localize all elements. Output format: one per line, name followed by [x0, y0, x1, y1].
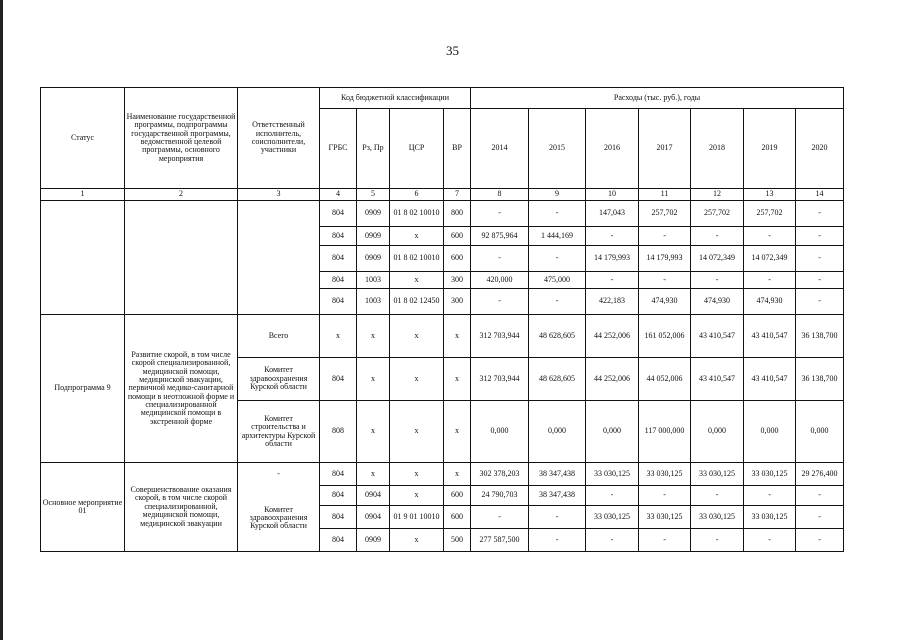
table-cell: -: [639, 486, 691, 506]
table-cell: 804: [320, 358, 357, 401]
table-cell: х: [390, 315, 444, 358]
table-cell: 14 072,349: [744, 246, 796, 272]
table-cell: 422,183: [586, 289, 639, 315]
year-header: 2015: [529, 109, 586, 189]
subprogram-name: Развитие скорой, в том числе скорой специализированной, медицинской помощи, медицинской эвакуации, первичной медико-санитарной помощи в неотложной форме и специализированной медицинской помощи в экстренной форме: [125, 315, 238, 463]
table-cell: 808: [320, 401, 357, 463]
table-cell: х: [444, 315, 471, 358]
table-cell: 257,702: [691, 201, 744, 227]
table-cell: 147,043: [586, 201, 639, 227]
code-header-csr: ЦСР: [390, 109, 444, 189]
column-index: 14: [796, 189, 844, 201]
page-left-edge: [0, 0, 3, 640]
table-cell: -: [639, 272, 691, 289]
table-cell: 804: [320, 272, 357, 289]
responsible-header: Ответственный исполнитель, соисполнители, участники: [238, 88, 320, 189]
year-header: 2014: [471, 109, 529, 189]
table-cell: 01 8 02 12450: [390, 289, 444, 315]
table-cell: 36 138,700: [796, 315, 844, 358]
code-header-grbs: ГРБС: [320, 109, 357, 189]
table-row: [41, 315, 844, 358]
table-cell: 600: [444, 246, 471, 272]
table-cell: 0,000: [796, 401, 844, 463]
responsible-dash: -: [238, 463, 320, 486]
table-cell: 420,000: [471, 272, 529, 289]
table-cell: 0909: [357, 201, 390, 227]
table-cell: 804: [320, 506, 357, 529]
table-cell: 33 030,125: [744, 463, 796, 486]
column-index: 13: [744, 189, 796, 201]
table-cell: х: [357, 358, 390, 401]
table-cell: 474,930: [691, 289, 744, 315]
table-cell: 804: [320, 463, 357, 486]
table-cell: х: [390, 529, 444, 552]
code-header-rz: Рз, Пр: [357, 109, 390, 189]
table-cell: -: [796, 506, 844, 529]
column-index: 4: [320, 189, 357, 201]
measure-status: Основное мероприятие 01: [41, 463, 125, 552]
column-index: 11: [639, 189, 691, 201]
table-row: [41, 201, 844, 227]
table-cell: -: [586, 272, 639, 289]
table-cell: х: [320, 315, 357, 358]
table-cell: 0,000: [529, 401, 586, 463]
table-cell: 48 628,605: [529, 315, 586, 358]
year-header: 2020: [796, 109, 844, 189]
table-cell: 300: [444, 289, 471, 315]
table-cell: 804: [320, 486, 357, 506]
table-cell: -: [586, 227, 639, 246]
table-cell: -: [471, 289, 529, 315]
table-cell: -: [744, 272, 796, 289]
table-cell: -: [586, 486, 639, 506]
table-cell: х: [390, 401, 444, 463]
table-cell: 1003: [357, 272, 390, 289]
table-cell: 804: [320, 289, 357, 315]
table-cell: 43 410,547: [691, 315, 744, 358]
table-cell: 43 410,547: [691, 358, 744, 401]
table-row: [41, 463, 844, 486]
table-cell: х: [390, 463, 444, 486]
table-cell: 48 628,605: [529, 358, 586, 401]
table-cell: 33 030,125: [586, 463, 639, 486]
table-cell: 43 410,547: [744, 315, 796, 358]
table-cell: 257,702: [744, 201, 796, 227]
budget-code-header: Код бюджетной классификации: [320, 88, 471, 109]
year-header: 2017: [639, 109, 691, 189]
column-index: 5: [357, 189, 390, 201]
table-cell: 302 378,203: [471, 463, 529, 486]
table-cell: 0,000: [691, 401, 744, 463]
table-cell: 300: [444, 272, 471, 289]
table-cell: 33 030,125: [639, 506, 691, 529]
table-cell: -: [691, 486, 744, 506]
page-number: 35: [446, 43, 459, 58]
table-cell: 14 179,993: [639, 246, 691, 272]
table-cell: -: [529, 506, 586, 529]
table-cell: 1 444,169: [529, 227, 586, 246]
table-cell: х: [357, 401, 390, 463]
table-cell: х: [390, 272, 444, 289]
column-index: 3: [238, 189, 320, 201]
table-cell: 43 410,547: [744, 358, 796, 401]
table-cell: х: [357, 315, 390, 358]
table-cell: 1003: [357, 289, 390, 315]
table-cell: 312 703,944: [471, 358, 529, 401]
table-cell: 24 790,703: [471, 486, 529, 506]
table-cell: 38 347,438: [529, 486, 586, 506]
table-cell: 804: [320, 246, 357, 272]
table-cell: -: [471, 246, 529, 272]
table-cell: -: [691, 529, 744, 552]
column-index: 12: [691, 189, 744, 201]
table-cell: 0909: [357, 227, 390, 246]
table-cell: 600: [444, 506, 471, 529]
table-cell: 01 8 02 10010: [390, 246, 444, 272]
table-cell: -: [744, 486, 796, 506]
table-cell: 01 9 01 10010: [390, 506, 444, 529]
table-cell: 0,000: [586, 401, 639, 463]
table-cell: х: [357, 463, 390, 486]
year-header: 2018: [691, 109, 744, 189]
column-index: 1: [41, 189, 125, 201]
table-cell: 804: [320, 529, 357, 552]
table-cell: 0,000: [744, 401, 796, 463]
column-index: 6: [390, 189, 444, 201]
table-cell: 800: [444, 201, 471, 227]
column-index: 7: [444, 189, 471, 201]
table-cell: 312 703,944: [471, 315, 529, 358]
table-cell: 474,930: [744, 289, 796, 315]
table-cell: 14 072,349: [691, 246, 744, 272]
table-cell: -: [529, 289, 586, 315]
table-cell: 117 000,000: [639, 401, 691, 463]
measure-responsible: Комитет здравоохранения Курской области: [238, 486, 320, 552]
table-cell: -: [639, 227, 691, 246]
table-cell: -: [691, 227, 744, 246]
status-header: Статус: [41, 88, 125, 189]
name-cell-empty: [125, 201, 238, 315]
responsible-cell: Комитет строительства и архитектуры Курской области: [238, 401, 320, 463]
table-cell: 33 030,125: [744, 506, 796, 529]
status-cell-empty: [41, 201, 125, 315]
table-cell: -: [796, 486, 844, 506]
table-cell: -: [471, 506, 529, 529]
table-cell: -: [796, 529, 844, 552]
table-cell: -: [529, 201, 586, 227]
table-cell: 33 030,125: [691, 506, 744, 529]
table-cell: -: [796, 272, 844, 289]
responsible-cell: Всего: [238, 315, 320, 358]
table-cell: х: [390, 486, 444, 506]
table-cell: -: [796, 246, 844, 272]
column-index: 2: [125, 189, 238, 201]
table-cell: 14 179,993: [586, 246, 639, 272]
table-cell: -: [586, 529, 639, 552]
table-cell: 0909: [357, 246, 390, 272]
table-cell: -: [471, 201, 529, 227]
table-cell: 33 030,125: [639, 463, 691, 486]
table-cell: 161 052,006: [639, 315, 691, 358]
subprogram-status: Подпрограмма 9: [41, 315, 125, 463]
table-cell: 36 138,700: [796, 358, 844, 401]
year-header: 2019: [744, 109, 796, 189]
table-cell: х: [390, 358, 444, 401]
name-header: Наименование государственной программы, подпрограммы государственной программы, ведомственной целевой программы, основного мероприятия: [125, 88, 238, 189]
table-cell: -: [529, 246, 586, 272]
table-cell: -: [744, 227, 796, 246]
table-cell: -: [744, 529, 796, 552]
table-cell: 44 052,006: [639, 358, 691, 401]
column-index-row: [41, 189, 844, 201]
table-cell: 33 030,125: [691, 463, 744, 486]
table-cell: 01 8 02 10010: [390, 201, 444, 227]
table-cell: 0909: [357, 529, 390, 552]
budget-table: [40, 87, 844, 552]
table-cell: -: [796, 227, 844, 246]
responsible-cell: Комитет здравоохранения Курской области: [238, 358, 320, 401]
table-cell: 600: [444, 227, 471, 246]
column-index: 8: [471, 189, 529, 201]
table-cell: х: [444, 401, 471, 463]
table-cell: -: [529, 529, 586, 552]
table-cell: х: [444, 358, 471, 401]
table-cell: 474,930: [639, 289, 691, 315]
table-cell: 257,702: [639, 201, 691, 227]
table-cell: 92 875,964: [471, 227, 529, 246]
table-cell: 0904: [357, 506, 390, 529]
table-cell: 0904: [357, 486, 390, 506]
column-index: 10: [586, 189, 639, 201]
code-header-vr: ВР: [444, 109, 471, 189]
table-cell: 600: [444, 486, 471, 506]
table-cell: 277 587,500: [471, 529, 529, 552]
header-row-top: [41, 88, 844, 109]
table-cell: х: [390, 227, 444, 246]
year-header: 2016: [586, 109, 639, 189]
table-cell: 38 347,438: [529, 463, 586, 486]
table-cell: 0,000: [471, 401, 529, 463]
table-cell: 804: [320, 201, 357, 227]
table-cell: -: [796, 289, 844, 315]
table-cell: 500: [444, 529, 471, 552]
expenses-header: Расходы (тыс. руб.), годы: [471, 88, 844, 109]
table-cell: -: [796, 201, 844, 227]
column-index: 9: [529, 189, 586, 201]
table-cell: -: [691, 272, 744, 289]
table-cell: х: [444, 463, 471, 486]
measure-name: Совершенствование оказания скорой, в том числе скорой специализированной, медицинской помощи, медицинской эвакуации: [125, 463, 238, 552]
table-cell: 804: [320, 227, 357, 246]
table-cell: 33 030,125: [586, 506, 639, 529]
table-cell: 475,000: [529, 272, 586, 289]
table-cell: 44 252,006: [586, 315, 639, 358]
responsible-cell-empty: [238, 201, 320, 315]
table-cell: 29 276,400: [796, 463, 844, 486]
table-cell: 44 252,006: [586, 358, 639, 401]
table-cell: -: [639, 529, 691, 552]
